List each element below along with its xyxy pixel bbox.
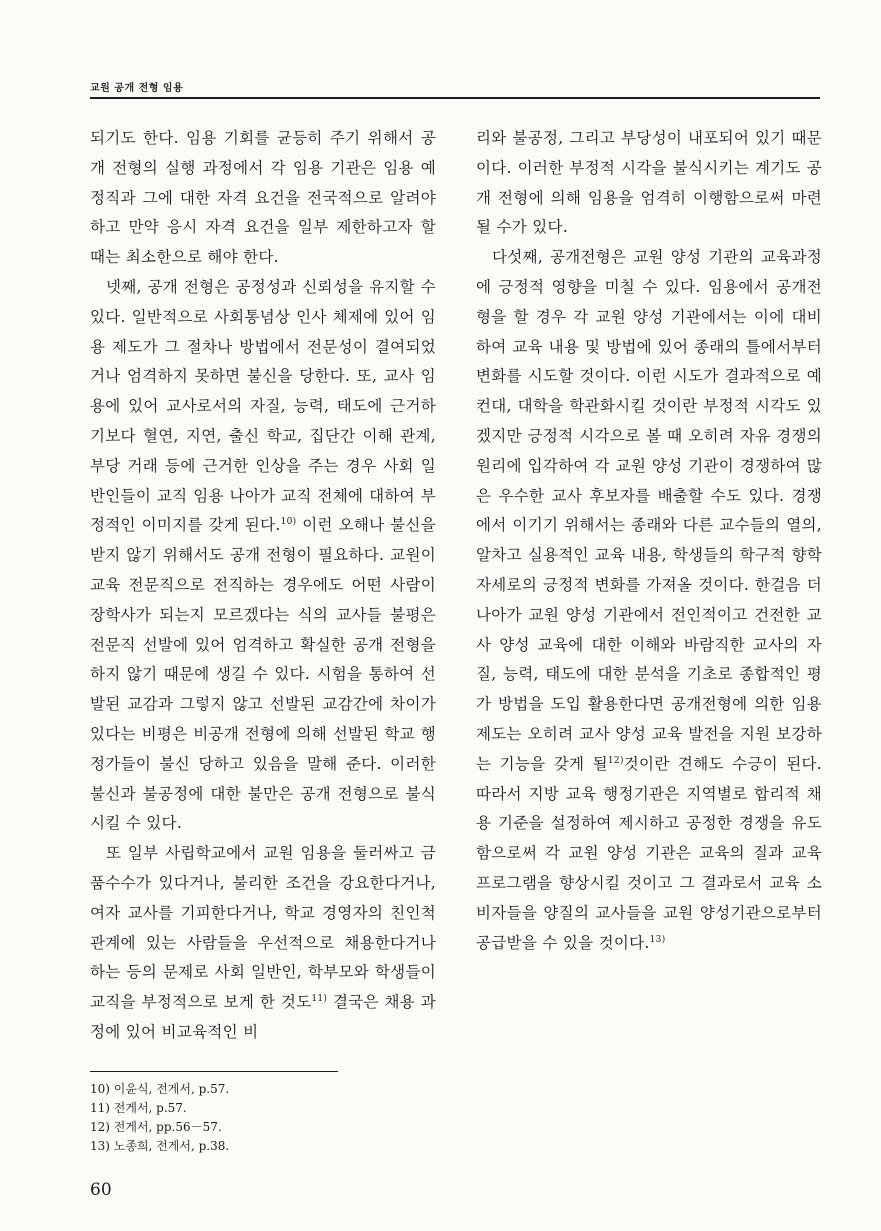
page-number: 60 [90, 1180, 112, 1200]
footnote-ref: 12) [607, 755, 624, 766]
footnote-ref: 10) [280, 517, 297, 528]
footnote: 10) 이윤식, 전게서, p.57. [90, 1082, 230, 1096]
footnote: 11) 전게서, p.57. [90, 1101, 187, 1115]
footnote-ref: 11) [311, 993, 328, 1004]
header-rule [90, 97, 820, 99]
paragraph: 다섯째, 공개전형은 교원 양성 기관의 교육과정에 긍정적 영향을 미칠 수 있다. 임용에서 공개전형을 할 경우 각 교원 양성 기관에서는 이에 대비하여 교육 내용 및 방법에 있어 종래의 틀에서부터 변화를 시도할 것이다. 이런 시도가 결과적으로 예컨대, 대학을 학관화시킬 것이란 부정적 시각도 있겠지만 긍정적 시각으로 볼 때 오히려 자유 경쟁의 원리에 입각하여 각 교원 양성 기관이 경쟁하여 많은 우수한 교사 후보자를 배출할 수도 있다. 경쟁에서 이기기 위해서는 종래와 다른 교수들의 열의, 알차고 실용적인 교육 내용, 학생들의 학구적 향학 자세로의 긍정적 변화를 가져올 것이다. 한걸음 더 나아가 교원 양성 기관에서 전인적이고 건전한 교사 양성 교육에 대한 이해와 바람직한 교사의 자질, 능력, 태도에 대한 분석을 기초로 종합적인 평가 방법을 도입 활용한다면 공개전형에 의한 임용 제도는 오히려 교사 양성 교육 발전을 지원 보강하는 기능을 갖게 될$^{12)}$것이란 견해도 수긍이 된다. 따라서 지방 교육 행정기관은 지역별로 합리적 채용 기준을 설정하여 제시하고 공정한 경쟁을 유도함으로써 각 교원 양성 기관은 교육의 질과 교육 프로그램을 향상시킬 것이고 그 결과로서 교육 소비자들을 양질의 교사들을 교원 양성기관으로부터 공급받을 수 있을 것이다.$^{13)}$ [476, 248, 822, 952]
footnote: 13) 노종희, 전게서, p.38. [90, 1139, 230, 1153]
footnotes [90, 1080, 229, 1156]
footnote: 12) 전게서, pp.56－57. [90, 1120, 222, 1134]
paragraph: 리와 불공정, 그리고 부당성이 내포되어 있기 때문이다. 이러한 부정적 시각을 불식시키는 계기도 공개 전형에 의해 임용을 엄격히 이행함으로써 마련될 수가 있다. [476, 129, 822, 237]
paragraph: 되기도 한다. 임용 기회를 균등히 주기 위해서 공개 전형의 실행 과정에서 각 임용 기관은 임용 예정직과 그에 대한 자격 요건을 전국적으로 알려야 하고 만약 응시 자격 요건을 일부 제한하고자 할 때는 최소한으로 해야 한다. [90, 129, 436, 267]
right-column [476, 124, 822, 958]
footnote-rule [90, 1071, 338, 1072]
running-head: 교원 공개 전형 임용 [90, 83, 184, 94]
paragraph: 또 일부 사립학교에서 교원 임용을 둘러싸고 금품수수가 있다거나, 불리한 조건을 강요한다거나, 여자 교사를 기피한다거나, 학교 경영자의 친인척 관계에 있는 사람들을 우선적으로 채용한다거나 하는 등의 문제로 사회 일반인, 학부모와 학생들이 교직을 부정적으로 보게 한 것도$^{11)}$ 결국은 채용 과정에 있어 비교육적인 비 [90, 844, 436, 1041]
footnote-ref: 13) [649, 934, 666, 945]
paragraph: 넷째, 공개 전형은 공정성과 신뢰성을 유지할 수 있다. 일반적으로 사회통념상 인사 체제에 있어 임용 제도가 그 절차나 방법에서 전문성이 결여되었거나 엄격하지 못하면 불신을 당한다. 또, 교사 임용에 있어 교사로서의 자질, 능력, 태도에 근거하기보다 혈연, 지연, 출신 학교, 집단간 이해 관계, 부당 거래 등에 근거한 인상을 주는 경우 사회 일반인들이 교직 임용 나아가 교직 전체에 대하여 부정적인 이미지를 갖게 된다.$^{10)}$ 이런 오해나 불신을 받지 않기 위해서도 공개 전형이 필요하다. 교원이 교육 전문직으로 전직하는 경우에도 어떤 사람이 장학사가 되는지 모르겠다는 식의 교사들 불평은 전문직 선발에 있어 엄격하고 확실한 공개 전형을 하지 않기 때문에 생길 수 있다. 시험을 통하여 선발된 교감과 그렇지 않고 선발된 교감간에 차이가 있다는 비평은 비공개 전형에 의해 선발된 학교 행정가들이 불신 당하고 있음을 말해 준다. 이러한 불신과 불공정에 대한 불만은 공개 전형으로 불식시킬 수 있다. [90, 277, 436, 833]
left-column [90, 124, 436, 1048]
